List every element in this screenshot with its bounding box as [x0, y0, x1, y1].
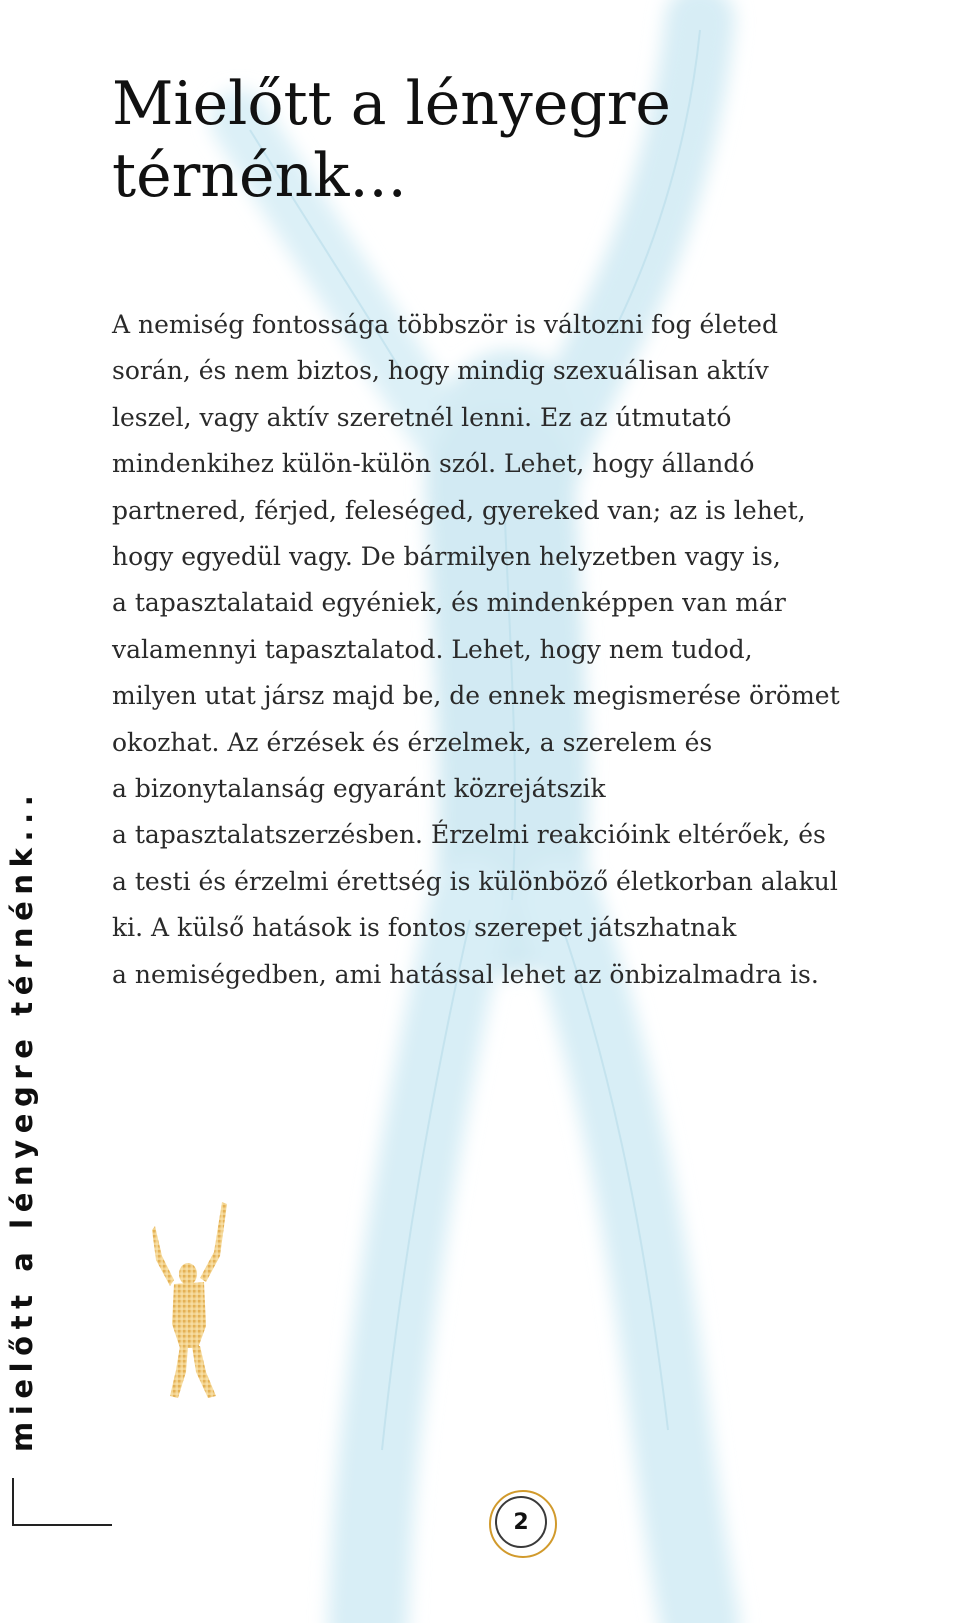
body-line: a nemiségedben, ami hatással lehet az önbizalmadra is. [112, 959, 819, 989]
page-title-line-1: Mielőtt a lényegre [112, 69, 671, 139]
vertical-section-label-text: mielőtt a lényegre térnénk... [5, 788, 39, 1452]
corner-rule-horizontal [12, 1524, 112, 1526]
body-line: A nemiség fontossága többször is változni fog életed [112, 310, 778, 339]
body-line: a testi és érzelmi érettség is különböző életkorban alakul [112, 866, 838, 896]
body-line: a tapasztalatszerzésben. Érzelmi reakcióink eltérőek, és [112, 820, 826, 850]
body-paragraph [112, 302, 952, 998]
body-line: leszel, vagy aktív szeretnél lenni. Ez az útmutató [112, 402, 732, 432]
body-line: ki. A külső hatások is fontos szerepet játszhatnak [112, 913, 737, 943]
body-line: milyen utat jársz majd be, de ennek megismerése örömet [112, 681, 840, 711]
body-line: során, és nem biztos, hogy mindig szexuálisan aktív [112, 356, 769, 386]
small-figure-illustration [148, 1200, 238, 1400]
corner-rule-vertical [12, 1478, 14, 1526]
vertical-section-label [0, 0, 44, 1455]
page-title [112, 68, 872, 212]
page-number-inner-circle [495, 1496, 547, 1548]
body-line: a bizonytalanság egyaránt közrejátszik [112, 774, 606, 804]
page-number-badge [489, 1490, 557, 1558]
body-line: valamennyi tapasztalatod. Lehet, hogy nem tudod, [112, 634, 753, 664]
body-line: a tapasztalataid egyéniek, és mindenképpen van már [112, 588, 786, 618]
page-number: 2 [513, 1509, 529, 1535]
body-line: partnered, férjed, feleséged, gyereked van; az is lehet, [112, 495, 806, 525]
body-line: hogy egyedül vagy. De bármilyen helyzetben vagy is, [112, 542, 781, 572]
body-line: okozhat. Az érzések és érzelmek, a szerelem és [112, 727, 713, 757]
body-line: mindenkihez külön-külön szól. Lehet, hogy állandó [112, 449, 755, 479]
page-title-line-2: térnénk... [112, 141, 407, 211]
